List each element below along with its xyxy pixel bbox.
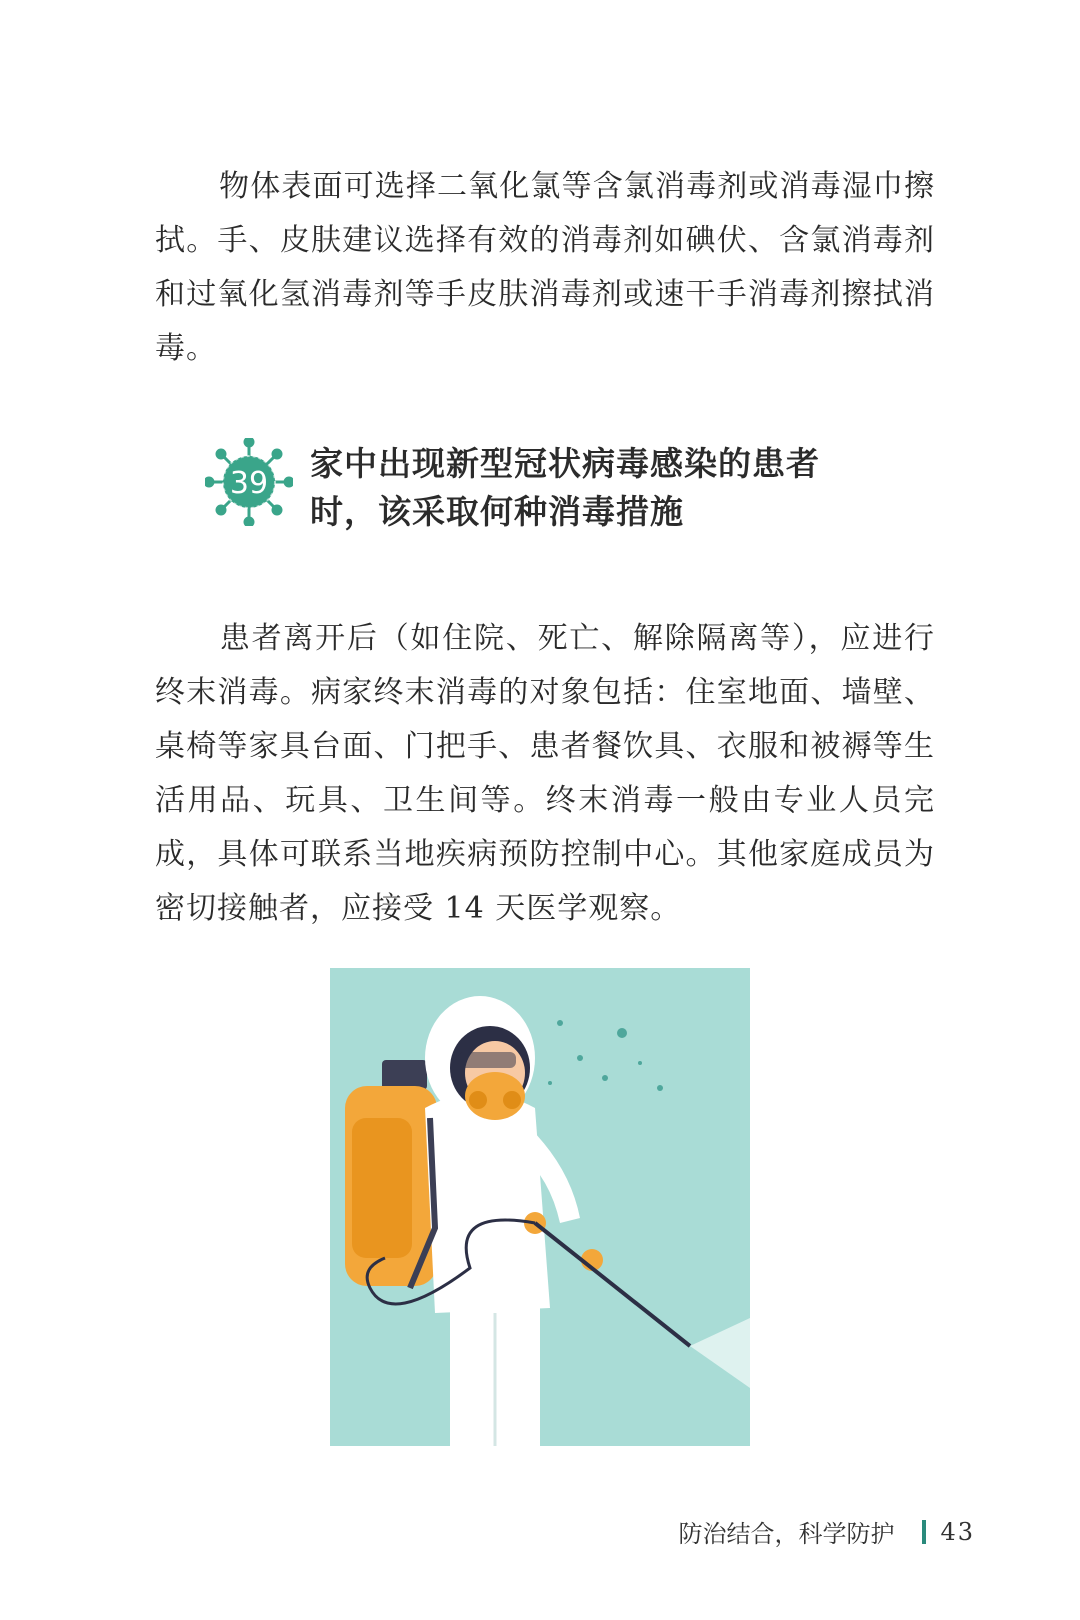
virus-number-badge-icon — [205, 438, 293, 526]
paragraph-surface-disinfection — [155, 160, 935, 376]
paragraph-text: 患者离开后（如住院、死亡、解除隔离等），应进行终末消毒。病家终末消毒的对象包括：住室地面、墙壁、桌椅等家具台面、门把手、患者餐饮具、衣服和被褥等生活用品、玩具、卫生间等。终末消毒一般由专业人员完成，具体可联系当地疾病预防控制中心。其他家庭成员为密切接触者，应接受 14 天医学观察。 — [155, 621, 935, 926]
section-title — [310, 440, 930, 536]
disinfection-worker-illustration — [330, 968, 750, 1446]
section-heading — [205, 438, 945, 558]
section-title-line1: 家中出现新型冠状病毒感染的患者 — [310, 444, 820, 483]
footer-section-name: 防治结合，科学防护 — [678, 1520, 895, 1548]
page-number: 43 — [940, 1517, 975, 1546]
section-number: 39 — [229, 466, 269, 501]
paragraph-text: 物体表面可选择二氧化氯等含氯消毒剂或消毒湿巾擦拭。手、皮肤建议选择有效的消毒剂如碘伏、含氯消毒剂和过氧化氢消毒剂等手皮肤消毒剂或速干手消毒剂擦拭消毒。 — [155, 169, 935, 366]
paragraph-terminal-disinfection — [155, 612, 935, 936]
footer-divider — [922, 1520, 926, 1544]
page-footer — [678, 1514, 975, 1549]
section-title-line2: 时，该采取何种消毒措施 — [310, 492, 684, 531]
